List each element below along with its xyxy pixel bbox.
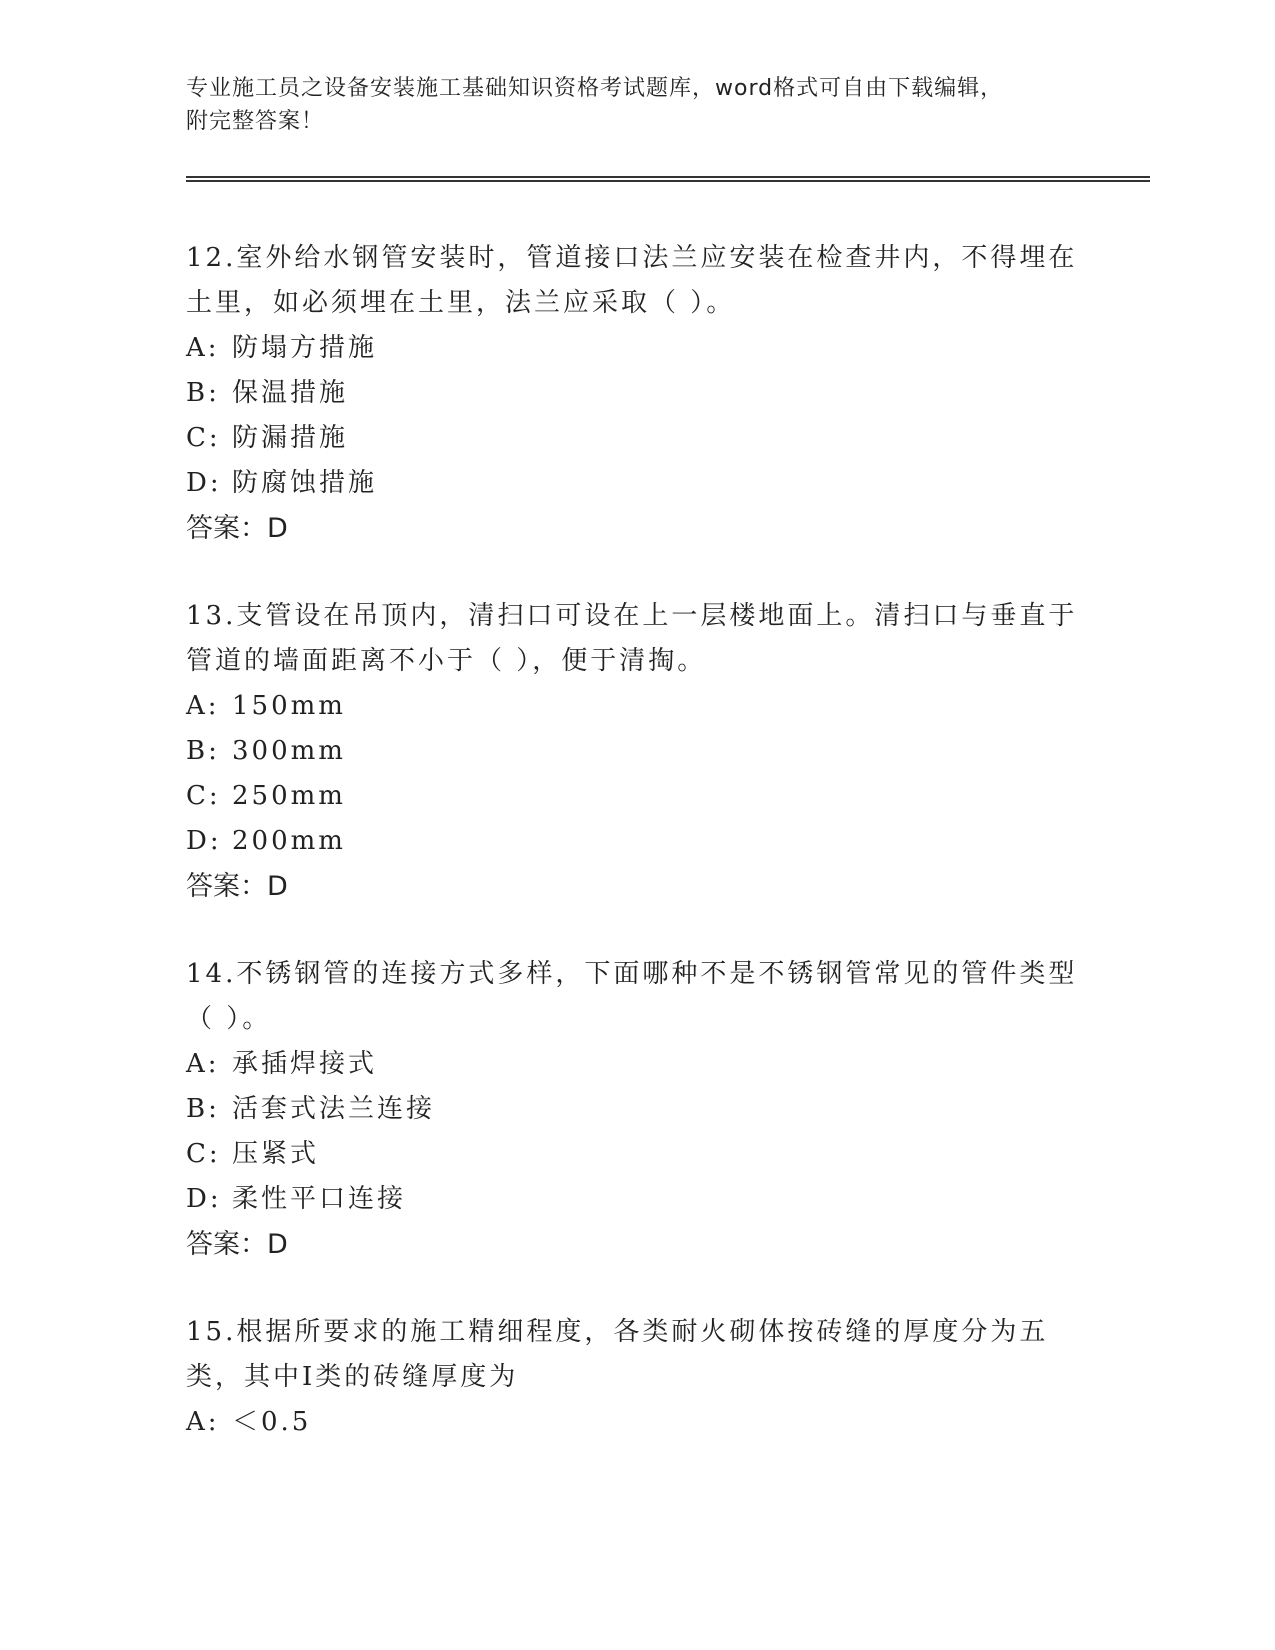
header-divider <box>186 176 1150 182</box>
answer: 答案：D <box>186 1229 288 1260</box>
option-b <box>186 1087 1086 1132</box>
option-letter: C: <box>186 423 221 453</box>
option-text: 防腐蚀措施 <box>232 468 378 498</box>
option-letter: B: <box>186 736 220 766</box>
option-text: 活套式法兰连接 <box>232 1094 436 1124</box>
option-d <box>186 461 1086 506</box>
question-text: 15.根据所要求的施工精细程度，各类耐火砌体按砖缝的厚度分为五类，其中Ⅰ类的砖缝厚度为 <box>186 1317 1049 1392</box>
option-a <box>186 684 1086 729</box>
header-line-2: 附完整答案！ <box>186 109 325 134</box>
option-a <box>186 1042 1086 1087</box>
question-text: 12.室外给水钢管安装时，管道接口法兰应安装在检查井内，不得埋在土里，如必须埋在土里，法兰应采取（ ）。 <box>186 243 1078 318</box>
option-letter: C: <box>186 781 221 811</box>
option-b <box>186 729 1086 774</box>
option-letter: A: <box>186 333 220 363</box>
question-13 <box>186 594 1086 909</box>
option-text: ＜0.5 <box>232 1407 312 1437</box>
option-letter: D: <box>186 1184 222 1214</box>
option-d <box>186 819 1086 864</box>
option-text: 压紧式 <box>232 1139 320 1169</box>
option-c <box>186 416 1086 461</box>
option-b <box>186 371 1086 416</box>
option-text: 防塌方措施 <box>232 333 378 363</box>
option-text: 150mm <box>232 691 346 721</box>
question-12 <box>186 236 1086 551</box>
option-text: 200mm <box>232 826 346 856</box>
option-a <box>186 326 1086 371</box>
document-header <box>186 72 1086 138</box>
option-text: 300mm <box>232 736 346 766</box>
header-line-1: 专业施工员之设备安装施工基础知识资格考试题库，word格式可自由下载编辑， <box>186 76 1004 101</box>
option-text: 防漏措施 <box>232 423 349 453</box>
answer: 答案：D <box>186 871 288 902</box>
question-14 <box>186 952 1086 1267</box>
option-text: 柔性平口连接 <box>232 1184 407 1214</box>
option-letter: C: <box>186 1139 221 1169</box>
question-15 <box>186 1310 1086 1445</box>
answer: 答案：D <box>186 513 288 544</box>
question-list <box>186 236 1086 1488</box>
option-a <box>186 1400 1086 1445</box>
option-letter: A: <box>186 1407 220 1437</box>
option-d <box>186 1177 1086 1222</box>
option-letter: D: <box>186 468 222 498</box>
option-letter: A: <box>186 691 220 721</box>
option-letter: D: <box>186 826 222 856</box>
question-text: 14.不锈钢管的连接方式多样，下面哪种不是不锈钢管常见的管件类型（ ）。 <box>186 959 1078 1034</box>
option-letter: A: <box>186 1049 220 1079</box>
option-c <box>186 1132 1086 1177</box>
option-text: 保温措施 <box>232 378 349 408</box>
question-text: 13.支管设在吊顶内，清扫口可设在上一层楼地面上。清扫口与垂直于管道的墙面距离不小于（ ），便于清掏。 <box>186 601 1078 676</box>
option-letter: B: <box>186 1094 220 1124</box>
option-text: 承插焊接式 <box>232 1049 378 1079</box>
option-text: 250mm <box>232 781 346 811</box>
option-letter: B: <box>186 378 220 408</box>
option-c <box>186 774 1086 819</box>
